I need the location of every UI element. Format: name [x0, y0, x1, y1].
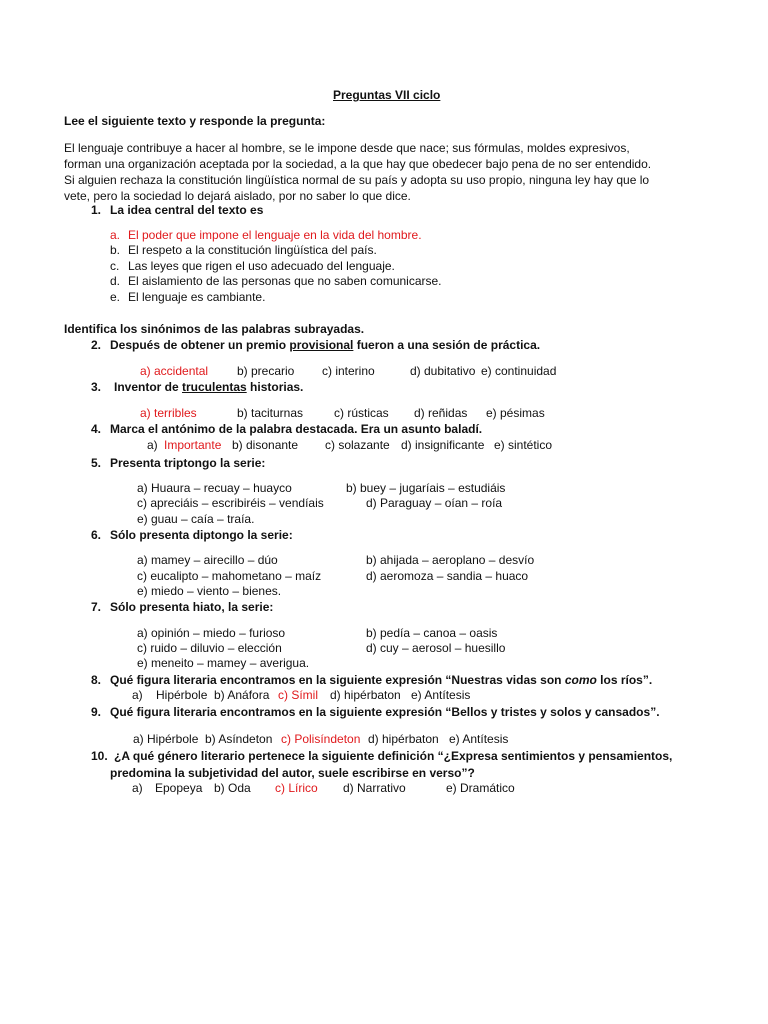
question-2-number: 2.: [91, 338, 102, 352]
q6-option-a: a) mamey – airecillo – dúo: [137, 553, 278, 567]
q9-option-a: a) Hipérbole: [133, 732, 199, 746]
q4-option-a-letter: a): [147, 438, 158, 452]
underlined-word: truculentas: [182, 380, 247, 394]
question-4-number: 4.: [91, 422, 102, 436]
q6-option-b: b) ahijada – aeroplano – desvío: [366, 553, 535, 567]
question-3-number: 3.: [91, 380, 102, 394]
q1-option-a-letter: a.: [110, 228, 121, 242]
q3-option-c: c) rústicas: [334, 406, 389, 420]
q4-option-e: e) sintético: [494, 438, 553, 452]
q2-option-a: a) accidental: [140, 364, 209, 378]
q8-option-c: c) Símil: [278, 688, 318, 702]
question-1-number: 1.: [91, 203, 102, 217]
q4-option-a: Importante: [164, 438, 222, 452]
q10-option-a: Epopeya: [155, 781, 203, 795]
q4-option-c: c) solazante: [325, 438, 390, 452]
instruction: Lee el siguiente texto y responde la pregunta:: [64, 114, 326, 128]
q8-option-a-letter: a): [132, 688, 143, 702]
q6-option-d: d) aeromoza – sandia – huaco: [366, 569, 529, 583]
question-10-text-line2: predomina la subjetividad del autor, suele escribirse en verso”?: [110, 766, 475, 780]
q8-option-e: e) Antítesis: [411, 688, 471, 702]
q2-option-d: d) dubitativo: [410, 364, 476, 378]
q1-option-d-letter: d.: [110, 274, 121, 288]
q9-option-c: c) Polisíndeton: [281, 732, 361, 746]
q5-option-c: c) apreciáis – escribiréis – vendíais: [137, 496, 324, 510]
q3-option-b: b) taciturnas: [237, 406, 304, 420]
q10-option-e: e) Dramático: [446, 781, 515, 795]
q5-option-d: d) Paraguay – oían – roía: [366, 496, 503, 510]
q7-option-b: b) pedía – canoa – oasis: [366, 626, 498, 640]
q7-option-c: c) ruido – diluvio – elección: [137, 641, 282, 655]
q1-option-d: El aislamiento de las personas que no saben comunicarse.: [128, 274, 442, 288]
q9-option-b: b) Asíndeton: [205, 732, 273, 746]
question-6-text: Sólo presenta diptongo la serie:: [110, 528, 293, 542]
q8-option-a: Hipérbole: [156, 688, 208, 702]
q10-option-d: d) Narrativo: [343, 781, 406, 795]
q1-option-b-letter: b.: [110, 243, 121, 257]
question-9-number: 9.: [91, 705, 102, 719]
q3-option-d: d) reñidas: [414, 406, 468, 420]
question-1-text: La idea central del texto es: [110, 203, 264, 217]
question-9-text: Qué figura literaria encontramos en la siguiente expresión “Bellos y tristes y solos y cansados”.: [110, 705, 660, 719]
q10-option-c: c) Lírico: [275, 781, 318, 795]
q10-option-a-letter: a): [132, 781, 143, 795]
q6-option-c: c) eucalipto – mahometano – maíz: [137, 569, 322, 583]
q1-option-e: El lenguaje es cambiante.: [128, 290, 266, 304]
q1-option-c-letter: c.: [110, 259, 120, 273]
q4-option-d: d) insignificante: [401, 438, 485, 452]
q5-option-e: e) guau – caía – traía.: [137, 512, 255, 526]
page-title: Preguntas VII ciclo: [333, 88, 441, 102]
q7-option-a: a) opinión – miedo – furioso: [137, 626, 286, 640]
question-7-text: Sólo presenta hiato, la serie:: [110, 600, 274, 614]
q5-option-b: b) buey – jugaríais – estudiáis: [346, 481, 506, 495]
q3-option-e: e) pésimas: [486, 406, 545, 420]
section-synonyms-heading: Identifica los sinónimos de las palabras subrayadas.: [64, 322, 365, 336]
question-10-text-line1: ¿A qué género literario pertenece la siguiente definición “¿Expresa sentimientos y pensamientos,: [114, 749, 673, 763]
question-3-text: Inventor de truculentas historias.: [114, 380, 304, 394]
q9-option-d: d) hipérbaton: [368, 732, 439, 746]
q10-option-b: b) Oda: [214, 781, 251, 795]
q2-option-e: e) continuidad: [481, 364, 557, 378]
q3-option-a: a) terribles: [140, 406, 197, 420]
q2-option-c: c) interino: [322, 364, 375, 378]
q7-option-d: d) cuy – aerosol – huesillo: [366, 641, 506, 655]
question-5-number: 5.: [91, 456, 102, 470]
q9-option-e: e) Antítesis: [449, 732, 509, 746]
reading-passage: El lenguaje contribuye a hacer al hombre, se le impone desde que nace; sus fórmulas, moldes expresivos, forman una organización aceptada por la sociedad, a la que hay que obedecer bajo pena de no ser entendido. Si alguien rechaza la constitución lingüística normal de su país y adopta su uso propio, ninguna ley hay que lo vete, pero la sociedad lo dejará aislado, por no saber lo que dice.: [64, 141, 652, 203]
question-6-number: 6.: [91, 528, 102, 542]
q1-option-c: Las leyes que rigen el uso adecuado del lenguaje.: [128, 259, 395, 273]
q6-option-e: e) miedo – viento – bienes.: [137, 584, 282, 598]
question-2-text: Después de obtener un premio provisional fueron a una sesión de práctica.: [110, 338, 541, 352]
q1-option-b: El respeto a la constitución lingüística del país.: [128, 243, 377, 257]
q7-option-e: e) meneito – mamey – averigua.: [137, 656, 310, 670]
question-5-text: Presenta triptongo la serie:: [110, 456, 266, 470]
question-4-text: Marca el antónimo de la palabra destacada. Era un asunto baladí.: [110, 422, 483, 436]
question-8-number: 8.: [91, 673, 102, 687]
italic-word: como: [564, 673, 597, 687]
q8-option-d: d) hipérbaton: [330, 688, 401, 702]
q5-option-a: a) Huaura – recuay – huayco: [137, 481, 292, 495]
question-8-text: Qué figura literaria encontramos en la siguiente expresión “Nuestras vidas son como los ríos”.: [110, 673, 653, 687]
underlined-word: provisional: [289, 338, 354, 352]
q1-option-a: El poder que impone el lenguaje en la vida del hombre.: [128, 228, 422, 242]
q8-option-b: b) Anáfora: [214, 688, 270, 702]
q4-option-b: b) disonante: [232, 438, 299, 452]
q1-option-e-letter: e.: [110, 290, 121, 304]
q2-option-b: b) precario: [237, 364, 295, 378]
question-7-number: 7.: [91, 600, 102, 614]
question-10-number: 10.: [91, 749, 108, 763]
